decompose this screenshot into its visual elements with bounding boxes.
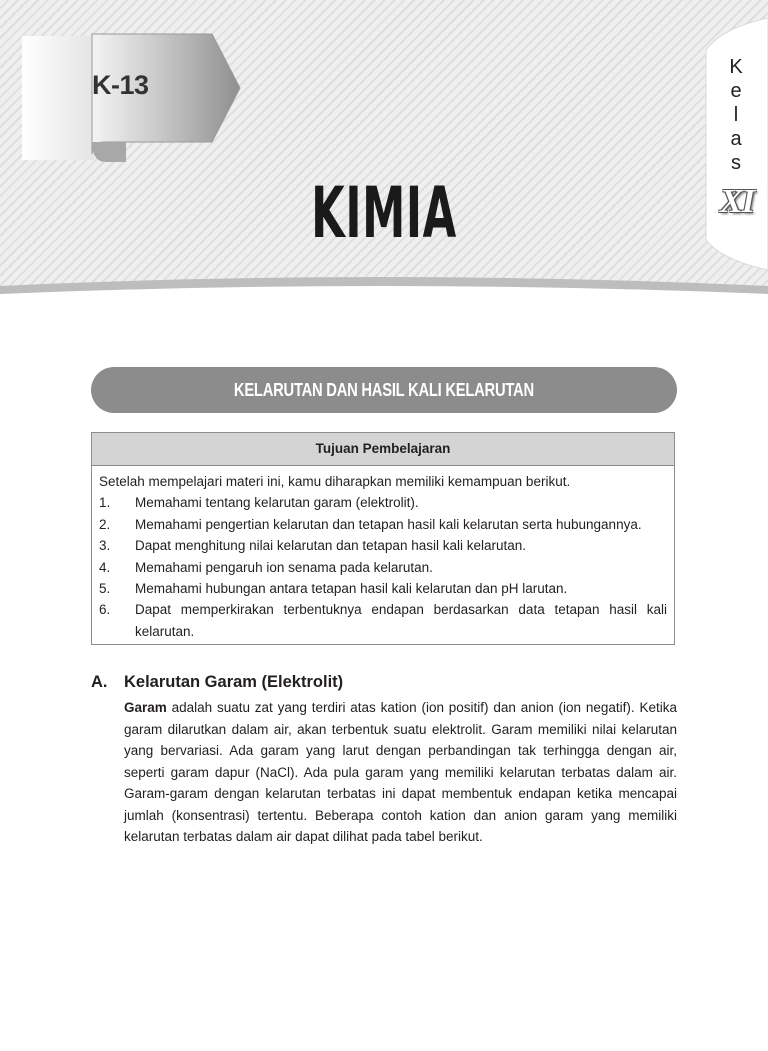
section-title: Kelarutan Garam (Elektrolit) <box>124 673 344 691</box>
objective-text: Dapat menghitung nilai kelarutan dan tetapan hasil kali kelarutan. <box>135 538 527 554</box>
page-header <box>0 0 768 300</box>
objective-item <box>99 535 667 556</box>
section-a-paragraph <box>124 697 677 848</box>
chapter-title: KELARUTAN DAN HASIL KALI KELARUTAN <box>234 379 534 400</box>
section-a-heading <box>91 673 343 692</box>
objective-number: 4. <box>99 559 111 575</box>
objective-number: 5. <box>99 581 111 597</box>
objectives-heading: Tujuan Pembelajaran <box>92 433 674 466</box>
class-tab-letter: l <box>733 104 739 126</box>
objective-text: Memahami pengertian kelarutan dan tetapan hasil kali kelarutan serta hubungannya. <box>135 516 642 532</box>
objective-text: Memahami tentang kelarutan garam (elektrolit). <box>135 495 419 511</box>
class-tab-letter: e <box>730 80 742 102</box>
learning-objectives-box <box>91 432 675 645</box>
objective-number: 3. <box>99 538 111 554</box>
class-grade: XI <box>720 183 754 220</box>
objective-number: 1. <box>99 495 111 511</box>
objectives-intro: Setelah mempelajari materi ini, kamu diharapkan memiliki kemampuan berikut. <box>99 474 571 489</box>
objective-number: 2. <box>99 516 111 532</box>
section-letter: A. <box>91 673 108 691</box>
objective-text: Memahami hubungan antara tetapan hasil kali kelarutan dan pH larutan. <box>135 581 568 597</box>
objectives-body <box>92 466 674 642</box>
class-tab-label <box>716 55 756 175</box>
objective-item <box>99 557 667 578</box>
objective-text: Dapat memperkirakan terbentuknya endapan berdasarkan data tetapan hasil kali kelarutan. <box>135 602 667 639</box>
objective-item <box>99 514 667 535</box>
objective-item <box>99 578 667 599</box>
class-tab-letter: a <box>730 128 742 150</box>
objective-item <box>99 599 667 642</box>
objective-text: Memahami pengaruh ion senama pada kelarutan. <box>135 559 433 575</box>
paragraph-body: adalah suatu zat yang terdiri atas kation (ion positif) dan anion (ion negatif). Ketika garam dilarutkan dalam air, akan terbentuk suatu elektrolit. Garam memiliki nilai kelarutan yang bervariasi. Ada garam yang larut dengan perbandingan tak terhingga dengan air, seperti garam dapur (NaCl). Ada pula garam yang memiliki kelarutan terbatas dalam air. Garam-garam dengan kelarutan terbatas ini dapat membentuk endapan ketika mencapai jumlah (konsentrasi) tertentu. Beberapa contoh kation dan anion garam yang memiliki kelarutan terbatas dalam air dapat dilihat pada tabel berikut. <box>124 700 677 844</box>
objective-number: 6. <box>99 602 111 618</box>
subject-title: KIMIA <box>311 172 457 254</box>
lead-term: Garam <box>124 700 167 715</box>
class-tab-letter: K <box>729 56 743 78</box>
class-tab-letter: s <box>731 152 741 174</box>
chapter-title-bar <box>91 367 677 413</box>
objective-item <box>99 492 667 513</box>
curriculum-badge: K-13 <box>92 70 149 100</box>
